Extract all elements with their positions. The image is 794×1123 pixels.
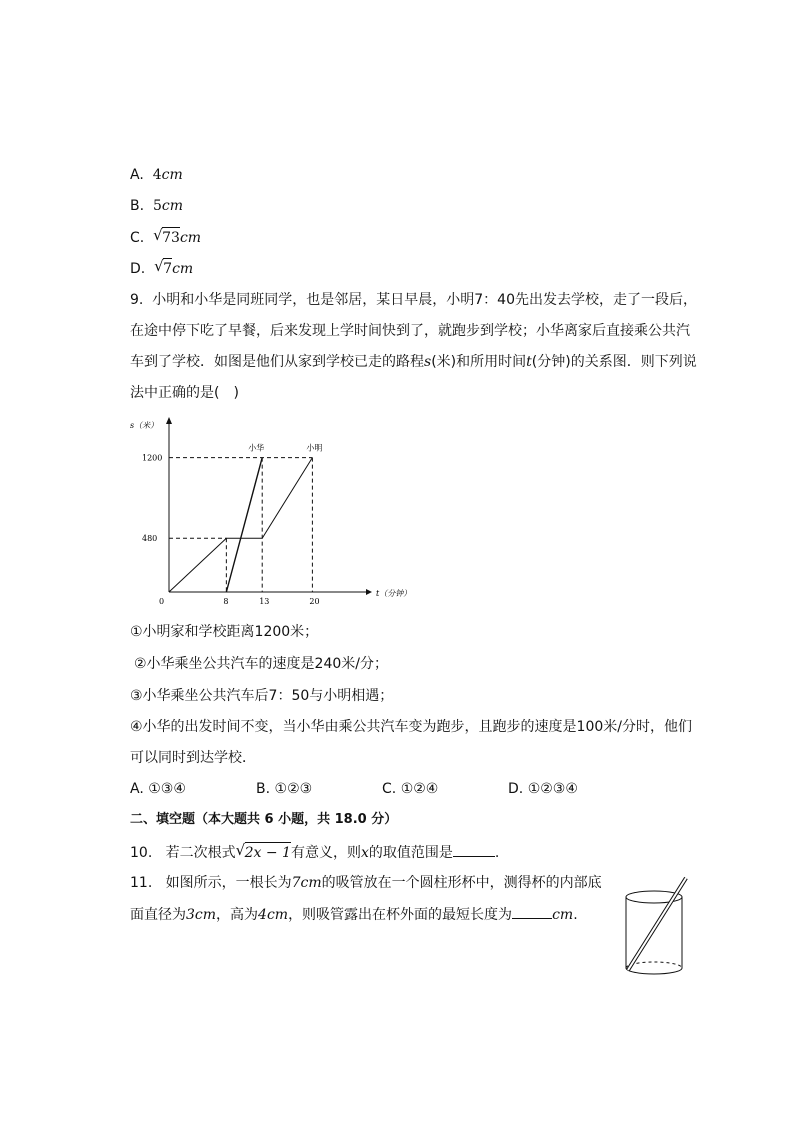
q8-option-c: C. √ 73cm — [130, 226, 202, 246]
distance-time-chart — [128, 412, 428, 612]
q9-statement-1: ①小明家和学校距离1200米； — [130, 624, 319, 640]
x-axis-label: t（分钟） — [376, 589, 412, 598]
sqrt-symbol: √ 73 — [153, 226, 180, 246]
answer-blank[interactable] — [453, 842, 495, 857]
q9-option-a: A. ①③④ — [130, 781, 186, 797]
q9-statement-4: ④小华的出发时间不变，当小华由乘公共汽车变为跑步，且跑步的速度是100米/分时，他们 — [130, 719, 692, 735]
q9-option-d: D. ①②③④ — [508, 781, 578, 797]
series-line-xiaohua — [226, 458, 262, 592]
q9-option-b: B. ①②③ — [256, 781, 313, 797]
y-axis-arrow — [166, 417, 172, 424]
q9-statement-3: ③小华乘坐公共汽车后7：50与小明相遇； — [130, 688, 394, 704]
q11-line-2: 面直径为3cm，高为4cm，则吸管露出在杯外面的最短长度为 cm. — [130, 904, 578, 925]
x-tick-label: 0 — [159, 597, 165, 606]
answer-blank[interactable] — [512, 904, 552, 919]
sqrt-symbol: √ 7 — [154, 257, 173, 277]
q8-option-a: A. 4cm — [130, 167, 183, 183]
sqrt-symbol: √ 2x − 1 — [235, 841, 291, 861]
y-tick-label: 480 — [142, 534, 158, 544]
q9-option-c: C. ①②④ — [382, 781, 439, 797]
q8-option-b: B. 5cm — [130, 198, 184, 214]
section-2-heading: 二、填空题（本大题共 6 小题，共 18.0 分） — [130, 812, 398, 827]
q9-statement-2: ②小华乘坐公共汽车的速度是240米/分； — [134, 656, 388, 672]
q8-option-d: D. √ 7cm — [130, 257, 194, 277]
q11-line-1: 11. 如图所示，一根长为7cm的吸管放在一个圆柱形杯中，测得杯的内部底 — [130, 875, 602, 891]
x-tick-label: 20 — [309, 597, 320, 606]
q9-line-3: 车到了学校．如图是他们从家到学校已走的路程s(米)和所用时间t(分钟)的关系图．则下列说 — [130, 354, 697, 370]
q9-line-4: 法中正确的是( ) — [130, 385, 239, 401]
series-label: 小华 — [248, 443, 265, 453]
x-tick-label: 8 — [223, 597, 229, 606]
q10: 10. 若二次根式 √ 2x − 1有意义，则x的取值范围是 . — [130, 841, 500, 861]
q9-line-1: 9. 小明和小华是同班同学，也是邻居，某日早晨，小明7：40先出发去学校，走了一段后， — [130, 292, 697, 308]
cup-with-straw-figure — [618, 872, 694, 980]
q9-statement-4-cont: 可以同时到达学校． — [130, 750, 256, 766]
cup-bottom-front — [626, 968, 682, 974]
x-axis-arrow — [366, 589, 372, 595]
series-line-xiaoming — [169, 458, 312, 592]
series-label: 小明 — [306, 443, 323, 453]
y-axis-label: s（米） — [130, 421, 159, 430]
y-tick-label: 1200 — [142, 453, 163, 463]
q9-line-2: 在途中停下吃了早餐，后来发现上学时间快到了，就跑步到学校；小华离家后直接乘公共汽 — [130, 323, 690, 339]
x-tick-label: 13 — [259, 597, 270, 606]
